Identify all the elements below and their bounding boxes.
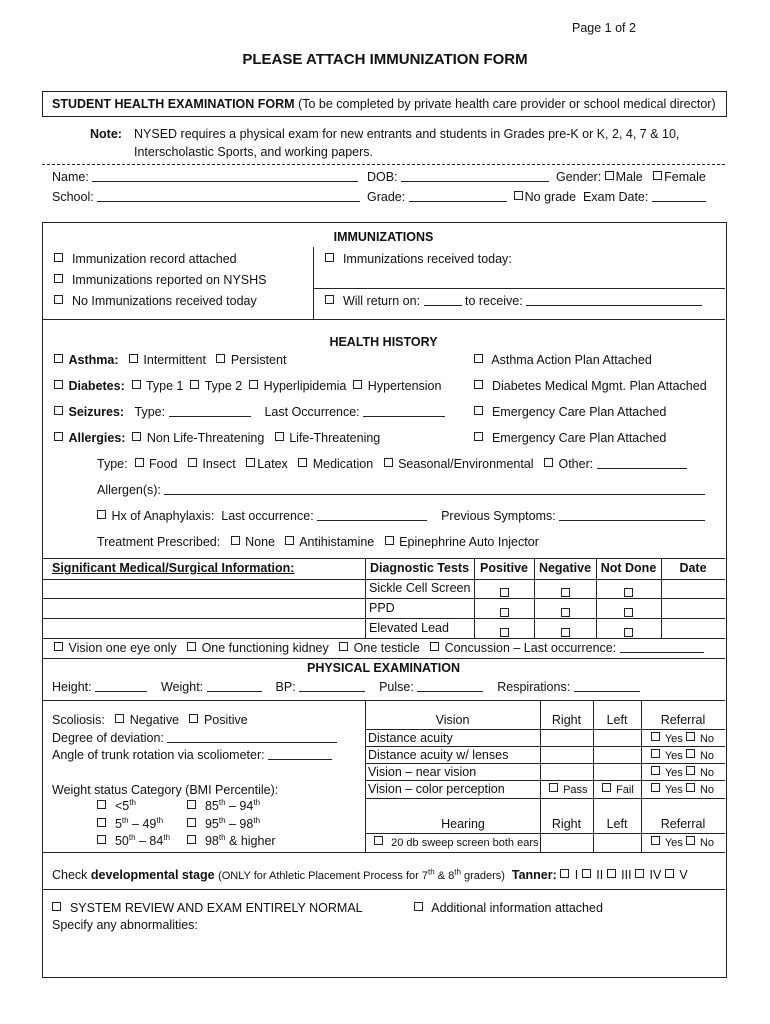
scoliosis-negative-label: Negative <box>129 713 180 727</box>
bmi-under-5-label: <5 <box>114 799 130 813</box>
tanner-label: Tanner: <box>511 868 557 882</box>
nyshs-label: Immunizations reported on NYSHS <box>71 273 267 287</box>
color-pass <box>549 783 588 796</box>
female-checkbox[interactable] <box>653 171 662 180</box>
record-attached-checkbox[interactable] <box>54 253 63 262</box>
deviation-row <box>52 731 337 745</box>
dob-field[interactable] <box>401 170 549 182</box>
scoliosis-positive-checkbox[interactable] <box>189 714 198 723</box>
vision-one-eye-label: Vision one eye only <box>68 641 177 655</box>
ppd-notdone-checkbox[interactable] <box>624 605 635 623</box>
bmi-94-label: – 94 <box>225 799 254 813</box>
ordinal: th <box>121 815 129 825</box>
header-diagnostic-tests: Diagnostic Tests <box>369 561 470 575</box>
medication-checkbox[interactable] <box>298 458 307 467</box>
seizures-checkbox[interactable] <box>54 406 63 415</box>
allergy-type-row <box>97 457 687 471</box>
developmental-row <box>52 868 688 882</box>
physical-exam-heading: PHYSICAL EXAMINATION <box>306 661 461 675</box>
will-return-checkbox[interactable] <box>325 295 334 304</box>
deviation-field[interactable] <box>167 731 337 743</box>
tanner-5-checkbox[interactable] <box>665 869 674 878</box>
grade-row <box>367 190 706 204</box>
tanner-2-checkbox[interactable] <box>582 869 591 878</box>
epinephrine-checkbox[interactable] <box>385 536 394 545</box>
check-label: Check <box>52 868 88 882</box>
ordinal: th <box>218 815 226 825</box>
referral-hearing <box>651 836 714 849</box>
allergies-label: Allergies: <box>68 431 126 445</box>
school-field[interactable] <box>97 190 360 202</box>
received-today <box>325 252 512 266</box>
dob-label: DOB: <box>367 170 398 184</box>
system-normal-label: SYSTEM REVIEW AND EXAM ENTIRELY NORMAL <box>69 901 363 915</box>
grade-label: Grade: <box>367 190 406 204</box>
seizure-last-field[interactable] <box>363 405 445 417</box>
vision-referral-header: Referral <box>660 713 706 727</box>
treatment-row <box>97 535 539 549</box>
ordinal: th <box>427 867 435 877</box>
yes-label: Yes <box>664 837 683 849</box>
hearing-header: Hearing <box>441 817 485 831</box>
divider <box>42 618 725 619</box>
health-history-heading: HEALTH HISTORY <box>329 335 438 349</box>
sweep-checkbox[interactable] <box>374 836 383 845</box>
tanner-3-checkbox[interactable] <box>607 869 616 878</box>
anaphylaxis-label: Hx of Anaphylaxis: <box>111 509 215 523</box>
pass-checkbox[interactable] <box>549 783 558 792</box>
seizure-type-field[interactable] <box>169 405 251 417</box>
bmi-98-label: – 98 <box>225 817 254 831</box>
immunization-none <box>54 294 257 308</box>
vision-near: Vision – near vision <box>368 765 477 779</box>
hearing-right-header: Right <box>551 817 582 831</box>
scoliosis-positive-label: Positive <box>203 713 248 727</box>
tanner-5-label: V <box>679 868 688 882</box>
header-not-done: Not Done <box>600 561 657 575</box>
system-normal <box>52 901 363 915</box>
non-life-label: Non Life-Threatening <box>146 431 265 445</box>
header-negative: Negative <box>538 561 592 575</box>
non-life-checkbox[interactable] <box>132 432 141 441</box>
test-elevated-lead: Elevated Lead <box>369 621 449 635</box>
bmi-85-label: 85 <box>204 799 219 813</box>
bp-label: BP: <box>275 680 296 694</box>
insect-checkbox[interactable] <box>188 458 197 467</box>
divider <box>365 833 725 834</box>
referral-yes-checkbox[interactable] <box>651 783 660 792</box>
referral-yes-checkbox[interactable] <box>651 766 660 775</box>
to-receive-label: to receive: <box>465 294 523 308</box>
bmi-50-label: 50 <box>114 834 129 848</box>
allergies-row <box>54 431 380 445</box>
pulse-field[interactable] <box>417 680 483 692</box>
life-checkbox[interactable] <box>275 432 284 441</box>
additional-info-checkbox[interactable] <box>414 902 423 911</box>
hypertension-label: Hypertension <box>367 379 442 393</box>
abnormalities-field[interactable] <box>52 934 712 972</box>
scoliosis-negative-checkbox[interactable] <box>115 714 124 723</box>
seizure-plan <box>474 405 666 419</box>
vision-header: Vision <box>435 713 470 727</box>
seasonal-label: Seasonal/Environmental <box>398 457 534 471</box>
treatment-label: Treatment Prescribed: <box>97 535 221 549</box>
seizures-row <box>54 405 445 419</box>
no-label: No <box>699 837 714 849</box>
test-ppd: PPD <box>369 601 395 615</box>
eighth-label: & 8 <box>434 870 455 882</box>
seizure-plan-label: Emergency Care Plan Attached <box>491 405 667 419</box>
test-sickle-cell: Sickle Cell Screen <box>369 581 471 595</box>
school-row <box>52 190 360 204</box>
intermittent-label: Intermittent <box>143 353 206 367</box>
divider <box>42 558 725 559</box>
divider <box>42 598 725 599</box>
bmi-5-49[interactable] <box>97 817 163 831</box>
no-grade-label: No grade <box>524 190 577 204</box>
school-label: School: <box>52 190 94 204</box>
life-label: Life-Threatening <box>289 431 381 445</box>
divider <box>365 729 725 730</box>
none-label: None <box>245 535 275 549</box>
insect-label: Insect <box>202 457 236 471</box>
one-kidney-checkbox[interactable] <box>187 642 196 651</box>
ordinal: th <box>218 797 226 807</box>
anaphylaxis-last-label: Last occurrence: <box>221 509 314 523</box>
epinephrine-label: Epinephrine Auto Injector <box>399 535 539 549</box>
diabetes-checkbox[interactable] <box>54 380 63 389</box>
referral-color <box>651 783 714 796</box>
persistent-label: Persistent <box>230 353 287 367</box>
header-date: Date <box>679 561 707 575</box>
intermittent-checkbox[interactable] <box>129 354 138 363</box>
allergy-plan-label: Emergency Care Plan Attached <box>491 431 667 445</box>
divider <box>42 700 725 701</box>
latex-label: Latex <box>257 457 288 471</box>
sickle-negative-checkbox[interactable] <box>561 585 572 603</box>
allergies-checkbox[interactable] <box>54 432 63 441</box>
divider <box>42 319 725 320</box>
name-label: Name: <box>52 170 89 184</box>
referral-yes-checkbox[interactable] <box>651 732 660 741</box>
divider <box>42 579 725 580</box>
tanner-2-label: II <box>596 868 604 882</box>
immunizations-heading: IMMUNIZATIONS <box>333 230 434 244</box>
persistent-checkbox[interactable] <box>216 354 225 363</box>
will-return <box>325 294 702 308</box>
fail-label: Fail <box>616 784 634 796</box>
tanner-4-checkbox[interactable] <box>635 869 644 878</box>
athletic-placement-note: (ONLY for Athletic Placement Process for 7 <box>218 870 428 882</box>
gender-label: Gender: <box>556 170 602 184</box>
bp-field[interactable] <box>299 680 365 692</box>
none-today-checkbox[interactable] <box>54 295 63 304</box>
vitals-row <box>52 680 640 694</box>
pulse-label: Pulse: <box>379 680 414 694</box>
trunk-label: Angle of trunk rotation via scoliometer: <box>52 748 265 762</box>
allergens-field[interactable] <box>164 483 705 495</box>
divider <box>42 889 725 890</box>
respirations-label: Respirations: <box>497 680 571 694</box>
vision-distance-lenses: Distance acuity w/ lenses <box>368 748 509 762</box>
immunization-nyshs <box>54 273 266 287</box>
header-positive: Positive <box>480 561 528 575</box>
divider <box>42 164 725 165</box>
weight-label: Weight: <box>161 680 204 694</box>
referral-no-checkbox[interactable] <box>686 783 695 792</box>
asthma-row <box>54 353 286 367</box>
diabetes-row <box>54 379 441 393</box>
weight-status-label: Weight status Category (BMI Percentile): <box>52 783 279 797</box>
one-kidney-label: One functioning kidney <box>201 641 329 655</box>
other-label: Other: <box>558 457 594 471</box>
yes-label: Yes <box>664 767 683 779</box>
concussion-field[interactable] <box>620 641 704 653</box>
additional-info <box>414 901 603 915</box>
hearing-referral-header: Referral <box>660 817 706 831</box>
significant-medical-label: Significant Medical/Surgical Information: <box>52 561 295 575</box>
trunk-field[interactable] <box>268 748 332 760</box>
bmi-50-84[interactable] <box>97 834 170 848</box>
vision-one-eye-checkbox[interactable] <box>54 642 63 651</box>
referral-lenses <box>651 749 714 762</box>
bmi-higher-label: & higher <box>225 834 276 848</box>
allergens-label: Allergen(s): <box>97 483 161 497</box>
allergy-type-label: Type: <box>97 457 128 471</box>
vision-distance: Distance acuity <box>368 731 453 745</box>
divider <box>365 798 725 799</box>
ordinal: th <box>129 797 136 807</box>
no-label: No <box>699 784 714 796</box>
type1-label: Type 1 <box>145 379 184 393</box>
conditions-row <box>54 641 704 655</box>
page-number: Page 1 of 2 <box>572 21 636 35</box>
other-checkbox[interactable] <box>544 458 553 467</box>
seizure-plan-checkbox[interactable] <box>474 406 483 415</box>
graders-label: graders) <box>460 870 505 882</box>
respirations-field[interactable] <box>574 680 640 692</box>
referral-near <box>651 766 714 779</box>
seizures-label: Seizures: <box>68 405 125 419</box>
allergens-row <box>97 483 705 497</box>
diabetes-plan-label: Diabetes Medical Mgmt. Plan Attached <box>491 379 707 393</box>
antihistamine-label: Antihistamine <box>299 535 375 549</box>
divider <box>42 852 725 853</box>
seasonal-checkbox[interactable] <box>384 458 393 467</box>
bmi-95-label: 95 <box>204 817 219 831</box>
system-normal-checkbox[interactable] <box>52 902 61 911</box>
allergy-plan-checkbox[interactable] <box>474 432 483 441</box>
vision-color: Vision – color perception <box>368 782 505 796</box>
bmi-85-94[interactable] <box>187 799 260 813</box>
bmi-98-higher[interactable] <box>187 834 276 848</box>
diabetes-plan <box>474 379 707 393</box>
antihistamine-checkbox[interactable] <box>285 536 294 545</box>
note-line-1: NYSED requires a physical exam for new entrants and students in Grades pre-K or K, 2, 4, 7 & 10, <box>134 127 680 141</box>
vision-left-header: Left <box>606 713 628 727</box>
diabetes-plan-checkbox[interactable] <box>474 380 483 389</box>
yes-label: Yes <box>664 750 683 762</box>
latex-checkbox[interactable] <box>246 458 255 467</box>
will-return-label: Will return on: <box>342 294 421 308</box>
one-testicle-label: One testicle <box>353 641 420 655</box>
referral-no-checkbox[interactable] <box>686 836 695 845</box>
form-header-note: (To be completed by private health care provider or school medical director) <box>298 97 716 111</box>
ordinal: th <box>218 832 226 842</box>
sweep-screen <box>374 836 539 849</box>
bmi-under-5[interactable] <box>97 799 136 813</box>
name-row <box>52 170 358 184</box>
type2-label: Type 2 <box>204 379 243 393</box>
note-line-2: Interscholastic Sports, and working papers. <box>134 145 374 159</box>
no-label: No <box>699 767 714 779</box>
tanner-3-label: III <box>621 868 632 882</box>
bmi-49-label: – 49 <box>128 817 157 831</box>
ordinal: th <box>253 797 261 807</box>
food-label: Food <box>149 457 178 471</box>
allergy-plan <box>474 431 666 445</box>
asthma-plan <box>474 353 652 367</box>
deviation-label: Degree of deviation: <box>52 731 164 745</box>
asthma-plan-label: Asthma Action Plan Attached <box>491 353 652 367</box>
yes-label: Yes <box>664 733 683 745</box>
page-title: PLEASE ATTACH IMMUNIZATION FORM <box>242 51 528 68</box>
dob-row <box>367 170 549 184</box>
hearing-left-header: Left <box>606 817 628 831</box>
to-receive-field[interactable] <box>526 294 702 306</box>
asthma-label: Asthma: <box>68 353 119 367</box>
hypertension-checkbox[interactable] <box>353 380 362 389</box>
received-today-label: Immunizations received today: <box>342 252 512 266</box>
seizure-last-label: Last Occurrence: <box>264 405 360 419</box>
abnormalities-label: Specify any abnormalities: <box>52 918 198 932</box>
scoliosis-label: Scoliosis: <box>52 713 105 727</box>
return-date-field[interactable] <box>424 294 462 306</box>
form-header <box>52 97 716 111</box>
diabetes-label: Diabetes: <box>68 379 125 393</box>
medication-label: Medication <box>312 457 374 471</box>
divider <box>313 247 314 319</box>
yes-label: Yes <box>664 784 683 796</box>
one-testicle-checkbox[interactable] <box>339 642 348 651</box>
divider <box>365 763 725 764</box>
ordinal: th <box>454 867 461 877</box>
divider <box>42 658 725 659</box>
additional-info-label: Additional information attached <box>431 901 603 915</box>
color-fail <box>602 783 634 796</box>
grade-field[interactable] <box>409 190 507 202</box>
ordinal: th <box>128 832 136 842</box>
seizure-type-label: Type: <box>134 405 166 419</box>
divider <box>313 288 725 289</box>
gender-row <box>556 170 706 184</box>
sickle-positive-checkbox[interactable] <box>500 585 511 603</box>
male-label: Male <box>615 170 643 184</box>
type2-checkbox[interactable] <box>190 380 199 389</box>
no-label: No <box>699 733 714 745</box>
bmi-98-higher-label: 98 <box>204 834 219 848</box>
exam-date-field[interactable] <box>652 190 706 202</box>
male-checkbox[interactable] <box>605 171 614 180</box>
pass-label: Pass <box>563 784 588 796</box>
tanner-1-label: I <box>574 868 579 882</box>
asthma-plan-checkbox[interactable] <box>474 354 483 363</box>
tanner-1-checkbox[interactable] <box>560 869 569 878</box>
referral-no-checkbox[interactable] <box>686 749 695 758</box>
scoliosis-row <box>52 713 248 727</box>
developmental-stage-label: developmental stage <box>90 868 215 882</box>
vision-right-header: Right <box>551 713 582 727</box>
ordinal: th <box>163 832 171 842</box>
record-attached-label: Immunization record attached <box>71 252 237 266</box>
hyperlipidemia-label: Hyperlipidemia <box>263 379 347 393</box>
form-header-bold: STUDENT HEALTH EXAMINATION FORM <box>52 97 295 111</box>
none-checkbox[interactable] <box>231 536 240 545</box>
anaphylaxis-last-field[interactable] <box>317 509 427 521</box>
divider <box>42 638 725 639</box>
name-field[interactable] <box>92 170 358 182</box>
referral-yes-checkbox[interactable] <box>651 749 660 758</box>
nyshs-checkbox[interactable] <box>54 274 63 283</box>
bmi-84-label: – 84 <box>135 834 164 848</box>
sweep-label: 20 db sweep screen both ears <box>391 837 539 849</box>
referral-no-checkbox[interactable] <box>686 732 695 741</box>
height-label: Height: <box>52 680 92 694</box>
food-checkbox[interactable] <box>135 458 144 467</box>
no-label: No <box>699 750 714 762</box>
height-field[interactable] <box>95 680 147 692</box>
concussion-label: Concussion – Last occurrence: <box>444 641 617 655</box>
ordinal: th <box>156 815 164 825</box>
referral-no-checkbox[interactable] <box>686 766 695 775</box>
anaphylaxis-checkbox[interactable] <box>97 510 106 519</box>
none-today-label: No Immunizations received today <box>71 294 257 308</box>
hyperlipidemia-checkbox[interactable] <box>249 380 258 389</box>
exam-date-label: Exam Date: <box>583 190 649 204</box>
other-field[interactable] <box>597 457 687 469</box>
bmi-5-label: 5 <box>114 817 122 831</box>
anaphylaxis-row <box>97 509 705 523</box>
previous-symptoms-field[interactable] <box>559 509 705 521</box>
sickle-notdone-checkbox[interactable] <box>624 585 635 603</box>
asthma-checkbox[interactable] <box>54 354 63 363</box>
ppd-positive-checkbox[interactable] <box>500 605 511 623</box>
no-grade-checkbox[interactable] <box>514 191 523 200</box>
divider <box>365 780 725 781</box>
previous-symptoms-label: Previous Symptoms: <box>441 509 556 523</box>
ordinal: th <box>253 815 261 825</box>
received-today-checkbox[interactable] <box>325 253 334 262</box>
fail-checkbox[interactable] <box>602 783 611 792</box>
note-label: Note: <box>90 127 122 141</box>
trunk-row <box>52 748 332 762</box>
ppd-negative-checkbox[interactable] <box>561 605 572 623</box>
female-label: Female <box>664 170 706 184</box>
bmi-95-98[interactable] <box>187 817 260 831</box>
concussion-checkbox[interactable] <box>430 642 439 651</box>
type1-checkbox[interactable] <box>132 380 141 389</box>
referral-yes-checkbox[interactable] <box>651 836 660 845</box>
referral-distance <box>651 732 714 745</box>
immunization-record <box>54 252 237 266</box>
tanner-4-label: IV <box>649 868 662 882</box>
weight-field[interactable] <box>207 680 262 692</box>
divider <box>365 746 725 747</box>
